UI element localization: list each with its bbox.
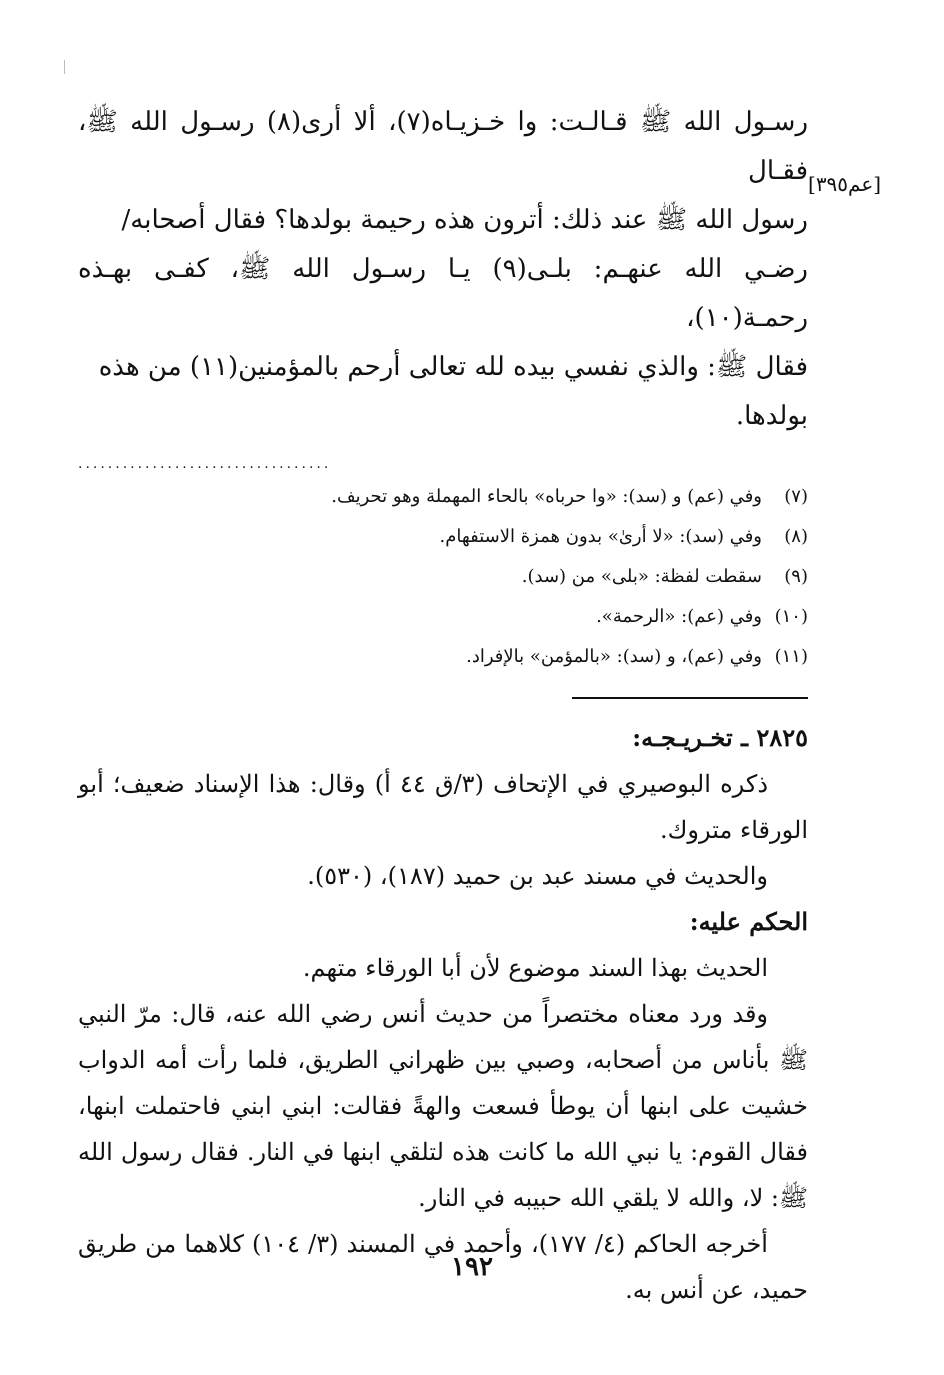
footnote bbox=[78, 637, 808, 677]
hadith-line: بولدها. bbox=[735, 401, 808, 431]
hukm-heading: الحكم عليه: bbox=[689, 907, 808, 936]
takhrij-section bbox=[78, 715, 808, 1313]
hukm-paragraph: الحديث بهذا السند موضوع لأن أبا الورقاء متهم. bbox=[302, 954, 768, 982]
folio-marker: [عم٣٩٥] bbox=[808, 172, 882, 196]
takhrij-paragraph: ذكره البوصيري في الإتحاف (٣/ق ٤٤ أ) وقال: هذا الإسناد ضعيف؛ أبو الورقاء متروك. bbox=[78, 770, 808, 844]
footnote-text: وفي (سد): «لا أرىٰ» بدون همزة الاستفهام. bbox=[439, 526, 762, 547]
scan-mark bbox=[64, 60, 65, 74]
footnote bbox=[78, 517, 808, 557]
footnote bbox=[78, 557, 808, 597]
footnote-text: سقطت لفظة: «بلى» من (سد). bbox=[521, 566, 762, 587]
footnote bbox=[78, 597, 808, 637]
hadith-text bbox=[78, 98, 808, 441]
footnote-separator-dots: .................................. bbox=[78, 456, 332, 472]
hadith-line: رسـول الله ﷺ قـالـت: وا خـزيـاه(٧)، ألا أرى(٨) رسـول الله ﷺ، فقـال bbox=[78, 107, 808, 186]
footnotes bbox=[78, 477, 808, 677]
footnote-text: وفي (عم): «الرحمة». bbox=[596, 606, 762, 627]
hadith-line: رضـي الله عنهـم: بلـى(٩) يـا رسـول الله ﷺ، كفـى بهـذه رحمـة(١٠)، bbox=[78, 254, 808, 333]
footnote-number: (٩) bbox=[784, 566, 808, 587]
footnote-number: (٧) bbox=[784, 486, 808, 507]
hukm-paragraph: وقد ورد معناه مختصراً من حديث أنس رضي الله عنه، قال: مرّ النبي ﷺ بأناس من أصحابه، وصبي بين ظهراني الطريق، فلما رأت أمه الدواب خشيت على ابنها أن يوطأ فسعت والهةً فقالت: ابني ابني فاحتملت ابنها، فقال القوم: يا نبي الله ما كانت هذه لتلقي ابنها في النار. فقال رسول الله ﷺ: لا، والله لا يلقي الله حبيبه في النار. bbox=[78, 1000, 808, 1212]
footnote bbox=[78, 477, 808, 517]
footnote-number: (١٠) bbox=[774, 606, 808, 627]
section-rule bbox=[572, 697, 808, 699]
page-body bbox=[78, 98, 808, 1304]
footnote-number: (٨) bbox=[784, 526, 808, 547]
footnote-text: وفي (عم)، و (سد): «بالمؤمن» بالإفراد. bbox=[466, 646, 762, 667]
page-number: ١٩٢ bbox=[451, 1252, 493, 1282]
hadith-line: رسول الله ﷺ عند ذلك: أترون هذه رحيمة بولدها؟ فقال أصحابه/ bbox=[121, 205, 808, 235]
footnote-text: وفي (عم) و (سد): «وا حرباه» بالحاء المهملة وهو تحريف. bbox=[331, 486, 762, 507]
hukm-paragraph: أخرجه الحاكم (٤/ ١٧٧)، وأحمد في المسند (٣/ ١٠٤) كلاهما من طريق حميد، عن أنس به. bbox=[78, 1230, 808, 1304]
takhrij-heading: ٢٨٢٥ ـ تخـريـجـه: bbox=[632, 723, 808, 752]
footnote-number: (١١) bbox=[774, 646, 808, 667]
hadith-line: فقال ﷺ: والذي نفسي بيده لله تعالى أرحم بالمؤمنين(١١) من هذه bbox=[98, 352, 808, 382]
takhrij-paragraph: والحديث في مسند عبد بن حميد (١٨٧)، (٥٣٠). bbox=[307, 862, 768, 890]
